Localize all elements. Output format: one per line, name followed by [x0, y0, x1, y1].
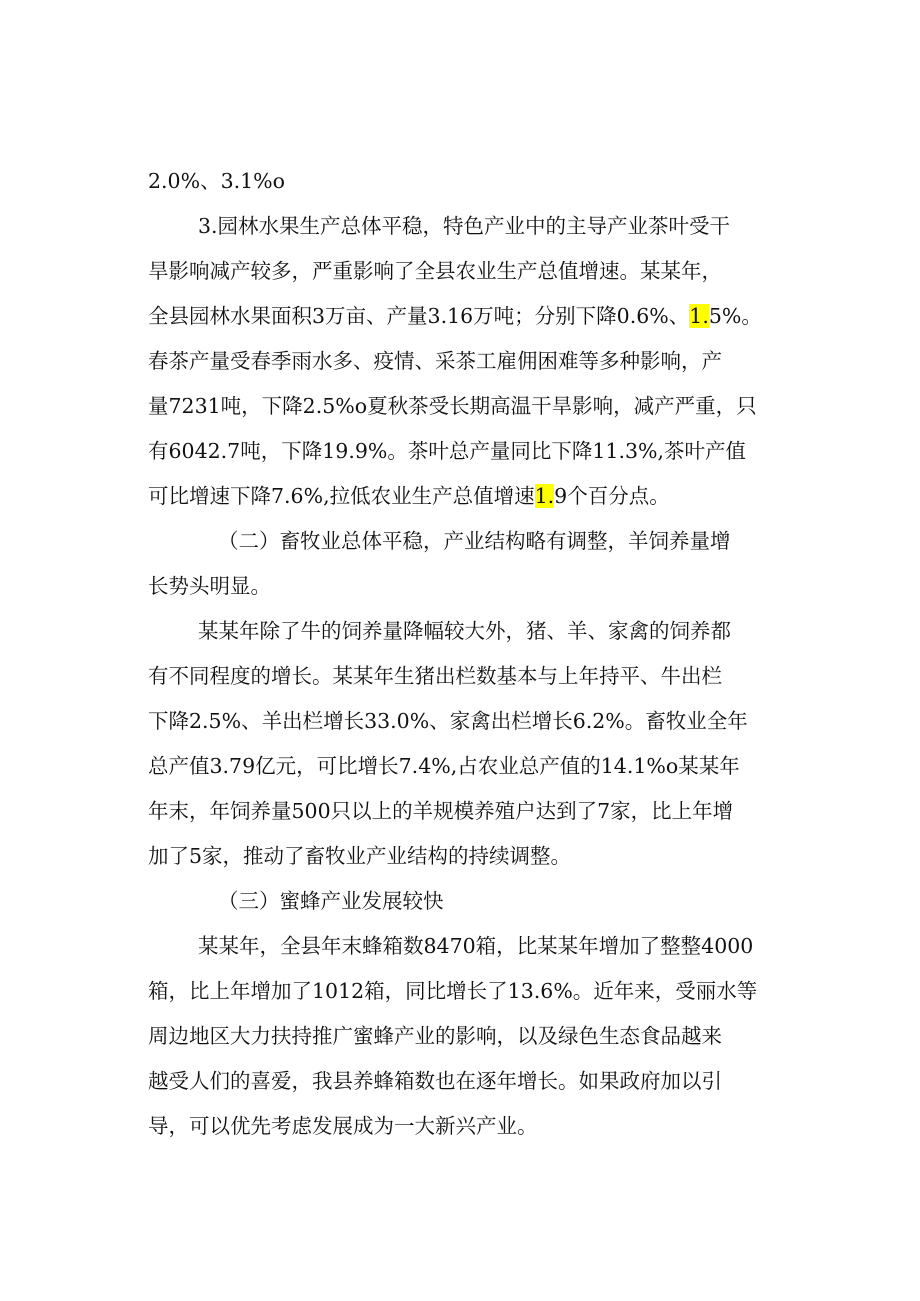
paragraph-line: 导，可以优先考虑发展成为一大新兴产业。: [148, 1114, 538, 1138]
highlighted-text: 1.: [534, 484, 555, 508]
text-run: 9个百分点。: [554, 484, 670, 508]
paragraph-line: 3.园林水果生产总体平稳，特色产业中的主导产业茶叶受干: [198, 214, 731, 238]
paragraph-line: 越受人们的喜爱，我县养蜂箱数也在逐年增长。如果政府加以引: [148, 1069, 722, 1093]
paragraph-line: 量7231吨，下降2.5%o夏秋茶受长期高温干旱影响，减产严重，只: [148, 394, 757, 418]
highlighted-text: 1.: [689, 304, 709, 328]
section-heading: （三）蜜蜂产业发展较快: [218, 889, 444, 913]
paragraph-line: 某某年除了牛的饲养量降幅较大外，猪、羊、家禽的饲养都: [198, 619, 731, 643]
paragraph-line: [148, 301, 762, 331]
text-run: 全县园林水果面积3万亩、产量3.16万吨；分别下降0.6%、: [148, 304, 690, 328]
paragraph-line: 旱影响减产较多，严重影响了全县农业生产总值增速。某某年，: [148, 259, 722, 283]
paragraph-line: 有6042.7吨，下降19.9%。茶叶总产量同比下降11.3%,茶叶产值: [148, 439, 746, 463]
paragraph-line: 有不同程度的增长。某某年生猪出栏数基本与上年持平、牛出栏: [148, 664, 722, 688]
paragraph-line: 某某年，全县年末蜂箱数8470箱，比某某年增加了整整4000: [198, 934, 754, 958]
paragraph-line: 长势头明显。: [148, 574, 271, 598]
paragraph-line: 2.0%、3.1%o: [148, 169, 286, 193]
paragraph-line: 总产值3.79亿元，可比增长7.4%,占农业总产值的14.1%o某某年: [148, 754, 740, 778]
paragraph-line: 周边地区大力扶持推广蜜蜂产业的影响，以及绿色生态食品越来: [148, 1024, 722, 1048]
text-run: 5%。: [708, 304, 762, 328]
paragraph-line: 加了5家，推动了畜牧业产业结构的持续调整。: [148, 844, 572, 868]
paragraph-line: 年末，年饲养量500只以上的羊规模养殖户达到了7家，比上年增: [148, 799, 734, 823]
paragraph-line: 下降2.5%、羊出栏增长33.0%、家禽出栏增长6.2%。畜牧业全年: [148, 709, 748, 733]
paragraph-line: [148, 481, 670, 511]
text-run: 可比增速下降7.6%,拉低农业生产总值增速: [148, 484, 535, 508]
paragraph-line: 春茶产量受春季雨水多、疫情、采茶工雇佣困难等多种影响，产: [148, 349, 722, 373]
paragraph-line: 箱，比上年增加了1012箱，同比增长了13.6%。近年来，受丽水等: [148, 979, 758, 1003]
section-heading: （二）畜牧业总体平稳，产业结构略有调整，羊饲养量增: [218, 529, 731, 553]
